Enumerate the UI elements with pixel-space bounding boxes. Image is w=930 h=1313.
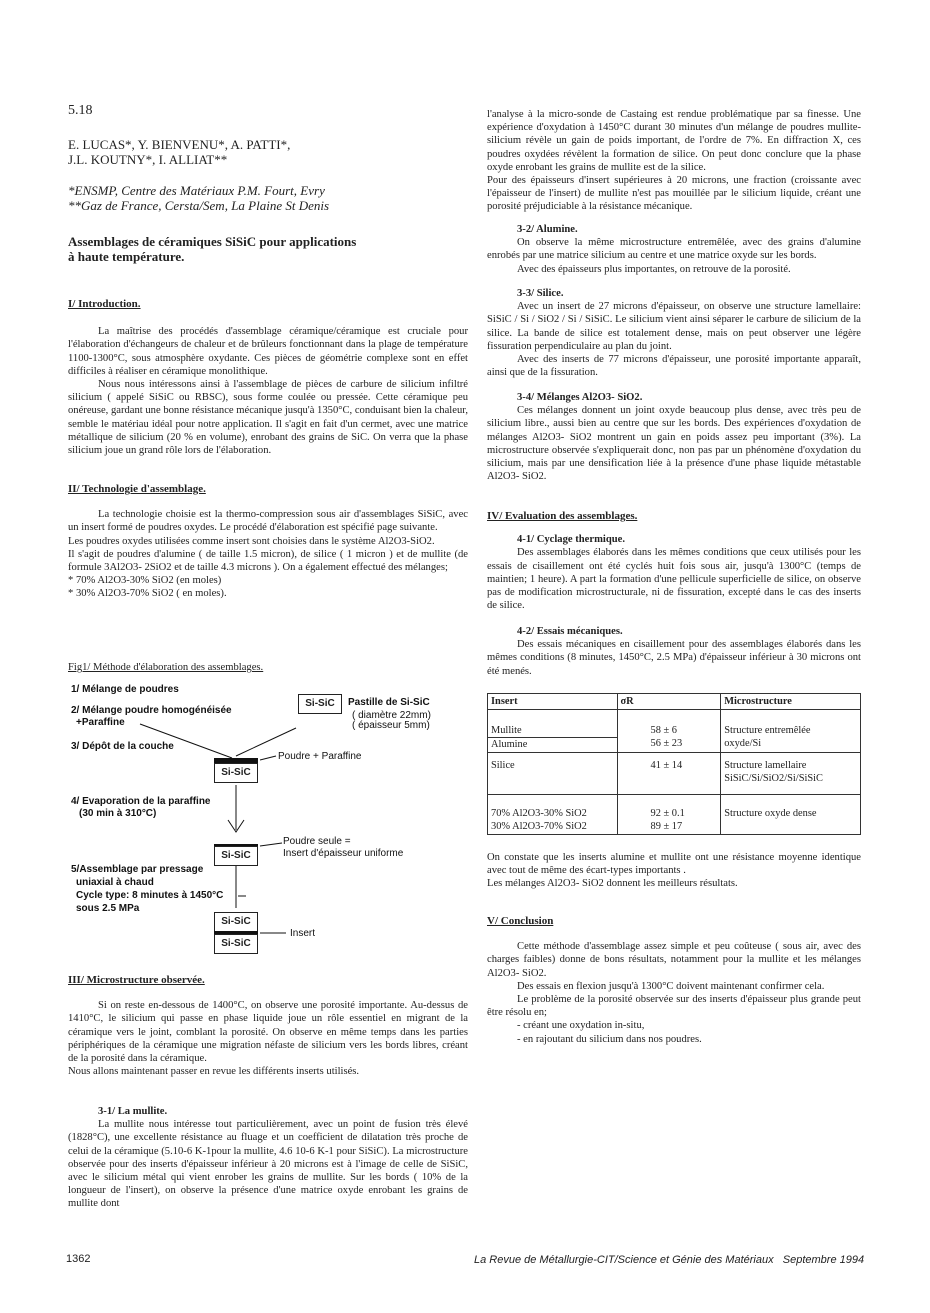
paragraph: Des essais mécaniques en cisaillement pour des assemblages élaborés dans les mêmes conditions (8 minutes, 1450°C, 2.5 MPa) d'épaisseur inférieur à 30 microns ont été menés. <box>487 639 861 677</box>
step-5a: 5/Assemblage par pressage <box>71 864 204 875</box>
connector-line <box>260 843 282 846</box>
paragraph: Pour des épaisseurs d'insert supérieures à 20 microns, une fraction (croissante avec l'épaisseur de l'insert) de mullite n'est pas mouillée par le silicium liquide, créant une porosité préjudiciable à la résistance mécanique. <box>487 175 861 213</box>
paragraph: Les poudres oxydes utilisées comme insert sont choisies dans le système Al2O3-SiO2. <box>68 535 435 547</box>
insert-label: Insert <box>290 928 316 939</box>
pastille-box: Si-SiC <box>298 694 342 714</box>
step-2b: +Paraffine <box>76 717 125 728</box>
bullet: * 70% Al2O3-30% SiO2 (en moles) <box>68 575 222 587</box>
title-line-2: à haute température. <box>68 249 185 264</box>
figure-caption: Fig1/ Méthode d'élaboration des assemblages. <box>68 662 264 673</box>
section-heading: III/ Microstructure observée. <box>68 974 205 986</box>
results-table-wrap <box>487 693 861 835</box>
title-line-1: Assemblages de céramiques SiSiC pour applications <box>68 234 357 249</box>
step-5c: Cycle type: 8 minutes à 1450°C <box>76 890 224 901</box>
subsection-heading: 4-1/ Cyclage thermique. <box>517 534 625 546</box>
mullite-continuation <box>487 108 861 214</box>
assembly-top-box: Si-SiC <box>214 912 258 932</box>
subsection-heading: 3-4/ Mélanges Al2O3- SiO2. <box>517 392 643 403</box>
connector-line <box>236 728 296 756</box>
table-row <box>488 795 861 835</box>
paragraph: Des assemblages élaborés dans les mêmes conditions que ceux utilisés pour les essais de cisaillement ont été cyclés huit fois sous air, jusqu'à 1300°C (temps de maintien; 1 heure). A part la formation d'une pellicule superficielle de silice, on observe pas de modification microstructurale, ni de fissuration, excepté dans le cas des inserts de silice. <box>487 547 861 612</box>
affiliation-2: **Gaz de France, Cersta/Sem, La Plaine St Denis <box>68 198 330 213</box>
section-introduction <box>68 298 468 457</box>
subsection-heading: 3-1/ La mullite. <box>98 1106 168 1117</box>
paragraph: Si on reste en-dessous de 1400°C, on observe une porosité importante. Au-dessus de 1410°C, le silicium qui passe en phase liquide joue un rôle essentiel en migrant de la céramique vers le joint, comblant la porosité. On observe en même temps dans les parties périphériques de la céramique une migration néfaste de silicium vers les bords libres, créant de la porosité dans la céramique. <box>68 1000 468 1065</box>
section-technologie <box>68 483 468 601</box>
table-cell: Structure entremêlée oxyde/Si <box>721 710 861 753</box>
table-cell: Mullite Alumine <box>488 710 618 753</box>
paragraph: La maîtrise des procédés d'assemblage céramique/céramique est cruciale pour l'élaboration d'échangeurs de chaleur et de brûleurs fonctionnant dans la plage de température 1100-1300°C, sous atmosphère oxydante. Ces pièces de géométrie complexe sont en effet difficiles à réaliser en céramique monolithique. <box>68 326 468 377</box>
table-cell: 70% Al2O3-30% SiO2 30% Al2O3-70% SiO2 <box>488 795 618 835</box>
paragraph: Ces mélanges donnent un joint oxyde beaucoup plus dense, avec très peu de silicium libre., aussi bien au centre que sur les bords. Des expériences d'oxydation de mélanges Al2O3- SiO2 montrent un gain en poids assez peu important (3%). La microstructure observée s'expliquerait donc, non pas par un phénomène d'oxydation du silicium, mais par une densification liée à la présence d'une phase liquide métastable Al2O3- SiO2. <box>487 405 861 483</box>
insert-uniforme-label: Insert d'épaisseur uniforme <box>283 848 404 859</box>
step-3: 3/ Dépôt de la couche <box>71 741 174 752</box>
step-4a: 4/ Evaporation de la paraffine <box>71 796 211 807</box>
paragraph: La technologie choisie est la thermo-compression sous air d'assemblages SiSiC, avec un insert formé de poudres oxydes. Le procédé d'élaboration est spécifié page suivante. <box>68 509 468 534</box>
table-cell: 92 ± 0.1 89 ± 17 <box>617 795 721 835</box>
layer-box: Si-SiC <box>214 763 258 783</box>
pastille-label: Pastille de Si-SiC <box>348 697 430 708</box>
section-microstructure <box>68 974 468 1078</box>
section-heading: V/ Conclusion <box>487 915 554 927</box>
bullet: - créant une oxydation in-situ, <box>517 1020 645 1032</box>
section-conclusion <box>487 915 861 1046</box>
paragraph: Nous nous intéressons ainsi à l'assemblage de pièces de carbure de silicium infiltré silicium ( appelé SiSiC ou RBSC), sous forme coulée ou pressée. Cette céramique peu onéreuse, gardant une bonne résistance mécanique jusqu'à 1350°C, conduisant bien la chaleur, semble le matériau idéal pour notre application. Il s'agit en fait d'un cermet, avec une matrice métallique de silicium (20 % en volume), enrobant des grains de SiC. On verra que la phase silicium joue un grand rôle lors de l'élaboration. <box>68 379 468 457</box>
step-4b: (30 min à 310°C) <box>79 808 157 819</box>
paragraph: Il s'agit de poudres d'alumine ( de taille 1.5 micron), de silice ( 1 micron ) et de mullite (de formule 3Al2O3- 2SiO2 et de taille 4.3 microns ). On a également effectué des mélanges; <box>68 548 468 574</box>
section-heading: II/ Technologie d'assemblage. <box>68 483 206 495</box>
section-heading: I/ Introduction. <box>68 298 141 310</box>
figure-arrows <box>60 680 380 970</box>
evap-box: Si-SiC <box>214 846 258 866</box>
pastille-diameter: ( diamètre 22mm) <box>352 710 431 721</box>
section-evaluation <box>487 510 861 612</box>
paragraph: Cette méthode d'assemblage assez simple et peu coûteuse ( sous air, avec des charges faibles) donne de bons résultats, notamment pour la mullite et les mélanges Al2O3- SiO2. <box>487 941 861 979</box>
step-1: 1/ Mélange de poudres <box>71 684 179 695</box>
bullet: - en rajoutant du silicium dans nos poudres. <box>517 1033 702 1045</box>
paragraph: On observe la même microstructure entremêlée, avec des grains d'alumine enrobés par une matrice silicium au centre et une matrice oxyde sur les bords. <box>487 237 861 262</box>
paragraph: Avec des inserts de 77 microns d'épaisseur, une porosité importante apparaît, ainsi que de la fissuration. <box>487 354 861 379</box>
authors <box>68 137 290 167</box>
table-cell: 41 ± 14 <box>617 753 721 795</box>
table-cell: Silice <box>488 753 618 795</box>
authors-line-2: J.L. KOUTNY*, I. ALLIAT** <box>68 152 228 167</box>
paragraph: On constate que les inserts alumine et mullite ont une résistance moyenne identique avec tout de même des écart-types importants . <box>487 852 861 877</box>
paragraph: l'analyse à la micro-sonde de Castaing est rendue problématique par sa finesse. Une expérience d'oxydation à 1450°C durant 30 minutes d'un mélange de poudres mullite-silicium révèle un gain de poids important, de l'ordre de 7%. En diffraction X, ces poudres oxydées révèlent la formation de silice. On peut donc conclure que la phase oxyde enrobant les grains de mullite est de la silice. <box>487 109 861 173</box>
journal-footer: La Revue de Métallurgie-CIT/Science et Génie des Matériaux Septembre 1994 <box>474 1254 865 1266</box>
section-heading: IV/ Evaluation des assemblages. <box>487 510 638 522</box>
table-cell: Structure oxyde dense <box>721 795 861 835</box>
paragraph: Le problème de la porosité observée sur des inserts d'épaisseur plus grande peut être résolu en; <box>487 994 861 1019</box>
affiliation-1: *ENSMP, Centre des Matériaux P.M. Fourt, Evry <box>68 183 325 198</box>
subsection-heading: 4-2/ Essais mécaniques. <box>517 626 623 637</box>
authors-line-1: E. LUCAS*, Y. BIENVENU*, A. PATTI*, <box>68 137 291 152</box>
paragraph: Avec un insert de 27 microns d'épaisseur, on observe une structure lamellaire: SiSiC / Si / SiO2 / Si / SiSiC. Le silicium vient ainsi séparer le carbure de silicium de la silice. La bande de silice est totalement dense, mais on peut observer une légère fissuration perpendiculaire au plan du joint. <box>487 301 861 352</box>
paragraph: Nous allons maintenant passer en revue les différents inserts utilisés. <box>68 1066 360 1078</box>
step-2a: 2/ Mélange poudre homogénéisée <box>71 705 232 716</box>
results-table <box>487 693 861 835</box>
connector-line <box>140 724 232 758</box>
step-5d: sous 2.5 MPa <box>76 903 140 914</box>
table-header: Insert <box>488 694 618 710</box>
section-alumine <box>487 223 861 276</box>
paper-number: 5.18 <box>68 103 93 118</box>
affiliations <box>68 183 329 213</box>
step-5b: uniaxial à chaud <box>76 877 154 888</box>
paragraph: La mullite nous intéresse tout particulièrement, avec un point de fusion très élevé (1828°C), une excellente résistance au fluage et un coefficient de dilatation très proche de celui de la céramique (5.10-6 K-1pour la mullite, 4.6 10-6 K-1 pour SiSiC). La microstructure observée pour des inserts d'épaisseur inférieur à 20 microns est à l'image de celle de SiSiC, avec le silicium métal qui vient enrober les grains de mullite. Sur les bords ( 10% de la longueur de l'insert), on observe la présence d'une matrice oxyde enrobant les grains de mullite dont <box>68 1119 468 1210</box>
table-cell: Structure lamellaire SiSiC/Si/SiO2/Si/SiSiC <box>721 753 861 795</box>
assembly-bottom-box: Si-SiC <box>214 934 258 954</box>
paragraph: Des essais en flexion jusqu'à 1300°C doivent maintenant confirmer cela. <box>517 980 825 992</box>
poudre-seule-label: Poudre seule = <box>283 836 351 847</box>
paragraph: Avec des épaisseurs plus importantes, on retrouve de la porosité. <box>517 263 791 275</box>
section-mullite <box>68 1105 468 1211</box>
table-comments <box>487 851 861 891</box>
table-cell: 58 ± 6 56 ± 23 <box>617 710 721 753</box>
table-row <box>488 753 861 795</box>
paper-title <box>68 234 356 264</box>
bullet: * 30% Al2O3-70% SiO2 ( en moles). <box>68 588 227 600</box>
table-row <box>488 710 861 753</box>
subsection-heading: 3-3/ Silice. <box>517 288 564 299</box>
table-header: σR <box>617 694 721 710</box>
page-number: 1362 <box>66 1253 91 1265</box>
section-silice <box>487 287 861 379</box>
table-header: Microstructure <box>721 694 861 710</box>
pastille-thickness: ( épaisseur 5mm) <box>352 720 430 731</box>
poudre-paraffine-label: Poudre + Paraffine <box>278 751 362 762</box>
section-essais <box>487 625 861 678</box>
section-melanges <box>487 391 861 483</box>
table-header-row <box>488 694 861 710</box>
connector-line <box>260 756 276 760</box>
paragraph: Les mélanges Al2O3- SiO2 donnent les meilleurs résultats. <box>487 878 738 890</box>
subsection-heading: 3-2/ Alumine. <box>517 224 578 235</box>
